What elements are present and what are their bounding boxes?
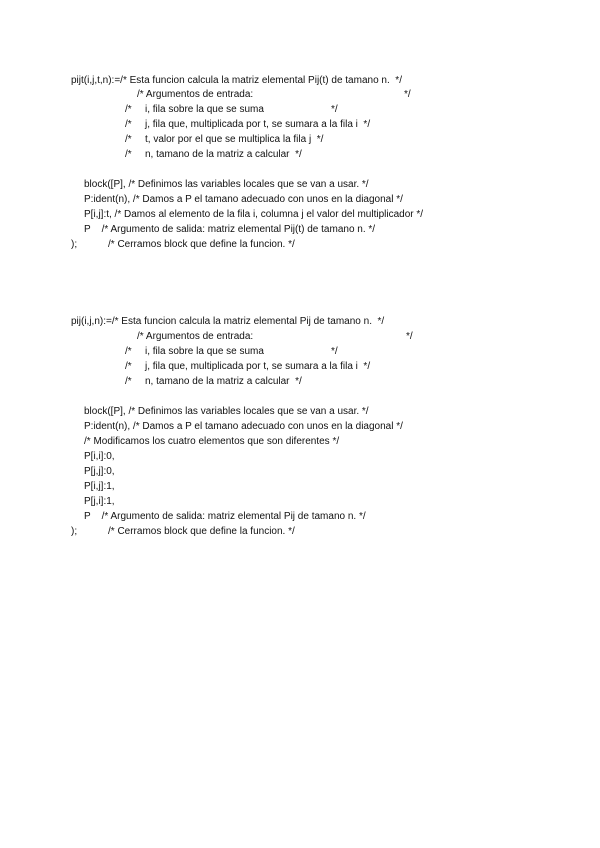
block2-code-line: P[i,j]:1, [84,481,115,492]
block2-arg1-open: /* [125,346,132,357]
block1-header: pijt(i,j,t,n):=/* Esta funcion calcula la matriz elemental Pij(t) de tamano n. */ [71,75,402,86]
block1-arg1-end: */ [331,104,338,115]
block1-args-title-end: */ [404,89,411,100]
block2-arg1-end: */ [331,346,338,357]
block2-header: pij(i,j,n):=/* Esta funcion calcula la matriz elemental Pij de tamano n. */ [71,316,385,327]
block1-code-line: P /* Argumento de salida: matriz elemental Pij(t) de tamano n. */ [84,224,376,235]
block1-arg1-open: /* [125,104,132,115]
block2-code-line: P[j,j]:0, [84,466,115,477]
block2-code-line: /* Modificamos los cuatro elementos que son diferentes */ [84,436,340,447]
block1-arg3-open: /* [125,134,132,145]
block1-arg4-text: n, tamano de la matriz a calcular */ [145,149,302,160]
block2-code-line: P[j,i]:1, [84,496,115,507]
block1-arg2-open: /* [125,119,132,130]
block2-close-paren: ); [71,526,78,537]
block1-close-comment: /* Cerramos block que define la funcion. */ [108,239,295,250]
block1-code-line: P:ident(n), /* Damos a P el tamano adecuado con unos en la diagonal */ [84,194,403,205]
block2-arg2-open: /* [125,361,132,372]
block2-arg1-text: i, fila sobre la que se suma [145,346,264,357]
block2-code-line: block([P], /* Definimos las variables locales que se van a usar. */ [84,406,369,417]
block1-arg1-text: i, fila sobre la que se suma [145,104,264,115]
block1-close-paren: ); [71,239,78,250]
block1-arg3-text: t, valor por el que se multiplica la fila j */ [145,134,324,145]
block2-arg2-text: j, fila que, multiplicada por t, se sumara a la fila i */ [145,361,371,372]
block1-arg2-text: j, fila que, multiplicada por t, se sumara a la fila i */ [145,119,371,130]
block2-code-line: P[i,i]:0, [84,451,115,462]
block2-args-title-end: */ [406,331,413,342]
block2-code-line: P:ident(n), /* Damos a P el tamano adecuado con unos en la diagonal */ [84,421,403,432]
block2-arg3-text: n, tamano de la matriz a calcular */ [145,376,302,387]
block2-close-comment: /* Cerramos block que define la funcion. */ [108,526,295,537]
block1-code-line: P[i,j]:t, /* Damos al elemento de la fila i, columna j el valor del multiplicador */ [84,209,424,220]
block1-args-title: /* Argumentos de entrada: [137,89,254,100]
block2-arg3-open: /* [125,376,132,387]
block1-code-line: block([P], /* Definimos las variables locales que se van a usar. */ [84,179,369,190]
block2-args-title: /* Argumentos de entrada: [137,331,254,342]
block1-arg4-open: /* [125,149,132,160]
block2-code-line: P /* Argumento de salida: matriz elemental Pij de tamano n. */ [84,511,366,522]
